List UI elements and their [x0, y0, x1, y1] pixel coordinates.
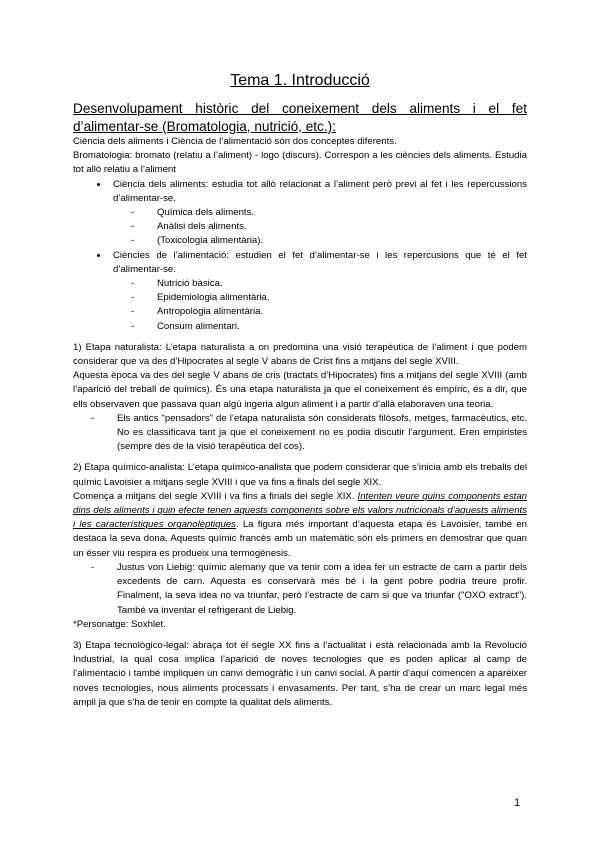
document-body	[73, 100, 527, 710]
section2-dash-item: - Justus von Liebig: químic alemany que va tenir com a idea fer un estracte de carn a partir dels excedents de carn. Aquesta es conservarà més bé i la gent pobre podria treure profir. Finalment, la seva idea no va triunfar, però l’estracte de carn si que va triunfar ("OXO extract"). També va inventar el refrigerant de Liebig.	[109, 561, 527, 618]
page-title: Tema 1. Introducció	[230, 72, 370, 89]
section3-para1: 3) Etapa tecnològico-legal: abraça tot el segle XX fins a l’actualitat i està relacionada amb la Revolució Industrial, la qual cosa implica l’aparició de noves tecnologies que es poden aplicar al camp de l’alimentació i també impliquen un canvi demogràfic i un canvi social. A partir d’aquí comencen a aparèixer noves tecnologies, nous aliments processats i envasaments. Per tant, s’ha de crear un marc legal més ampli ja que s’ha de tenir en compte la qualitat dels aliments.	[73, 639, 527, 708]
sub-list	[113, 277, 527, 334]
section2-dash-list	[73, 561, 527, 618]
sub-item: - Anàlisi dels aliments.	[149, 220, 527, 234]
heading-colon: :	[332, 118, 336, 134]
heading-text: Desenvolupament històric del coneixement dels aliments i el fet d’alimentar-se (Bromatologia, nutrició, etc.)	[73, 101, 527, 134]
intro-line-2: Bromatologia: bromato (relatiu a l’aliment) - logo (discurs). Correspon a les ciències dels aliments. Estudia tot allò relatiu a l’aliment	[73, 150, 527, 176]
concept-list	[73, 178, 527, 334]
section1-dash-item: - Els antics "pensadors" de l’etapa naturalista són considerats filòsofs, metges, farmacèutics, etc. No es classificava tant ja que el coneixement no es podia discutir l’argument. Eren empiristes (sempre des de la visió terapèutica del cos).	[109, 412, 527, 455]
sub-list	[113, 206, 527, 249]
bullet-text: Ciència dels aliments: estudia tot allò relacionat a l’aliment però previ al fet i les repercussions d’alimentar-se.	[113, 178, 527, 204]
sub-item: - Antropologia alimentària.	[149, 305, 527, 319]
intro-line-1: Ciència dels aliments i Ciència de l’alimentació són dos conceptes diferents.	[73, 136, 397, 147]
section1-dash-list	[73, 412, 527, 455]
section1-para1: 1) Etapa naturalista: L’etapa naturalista a on predomina una visió terapèutica de l’aliment i que podem considerar que va des d’Hipocrates al segle V abans de Crist fins a mitjans del segle XVIII.	[73, 341, 527, 368]
section2-para1: 2) Etapa químico-analista: L’etapa químico-analista que podem considerar que s’inicia amb els treballs del químic Lavoisier a mitjans segle XVIII i que va fins a finals del segle XIX.	[73, 462, 527, 488]
sub-item: - (Toxicologia alimentària).	[149, 234, 527, 248]
section1-para2: Aquesta època va des del segle V abans de cris (tractats d’Hipocrates) fins a mitjans del segle XVIII (amb l’aparició del treball de químics). És una etapa naturalista ja que el coneixement és empíric, és a dir, que ells observaven que passava quan algú ingeria algun aliment i a partir d’allà elaboraven una teoria.	[73, 370, 527, 410]
sub-item: - Epidemiologia alimentària.	[149, 291, 527, 305]
bullet-item	[109, 178, 527, 249]
sub-item: - Nutrició bàsica.	[149, 277, 527, 291]
bullet-item	[109, 249, 527, 334]
page-number: 1	[514, 797, 521, 809]
section2-highlight: Intenten veure quins components estan dins dels aliments i quin efecte tenen aquests components sobre els valors nutricionals d’aquests aliments i les característiques organolèptiques	[73, 490, 527, 531]
sub-item: - Química dels aliments.	[149, 206, 527, 220]
section2-para2-end: . La figura més important d’aquesta etapa és Lavoisier, també en destaca la seva dona. Aquests químic francès amb un matemàtic són els primers en demostrar que quan un ésser viu respira es produeix una termogènesis.	[73, 519, 528, 559]
bullet-text: Ciències de l’alimentació: estudien el fet d’alimentar-se i les repercusions que té el fet d’alimentar-se.	[113, 249, 527, 275]
section-heading	[73, 100, 527, 135]
section2-para2-start: Comença a mitjans del segle XVIII i va fins a finals del segle XIX.	[73, 490, 355, 502]
sub-item: - Consum alimentari.	[149, 320, 527, 334]
section2-para2	[73, 490, 527, 561]
section2-note: *Personatge: Soxhlet.	[73, 618, 166, 630]
